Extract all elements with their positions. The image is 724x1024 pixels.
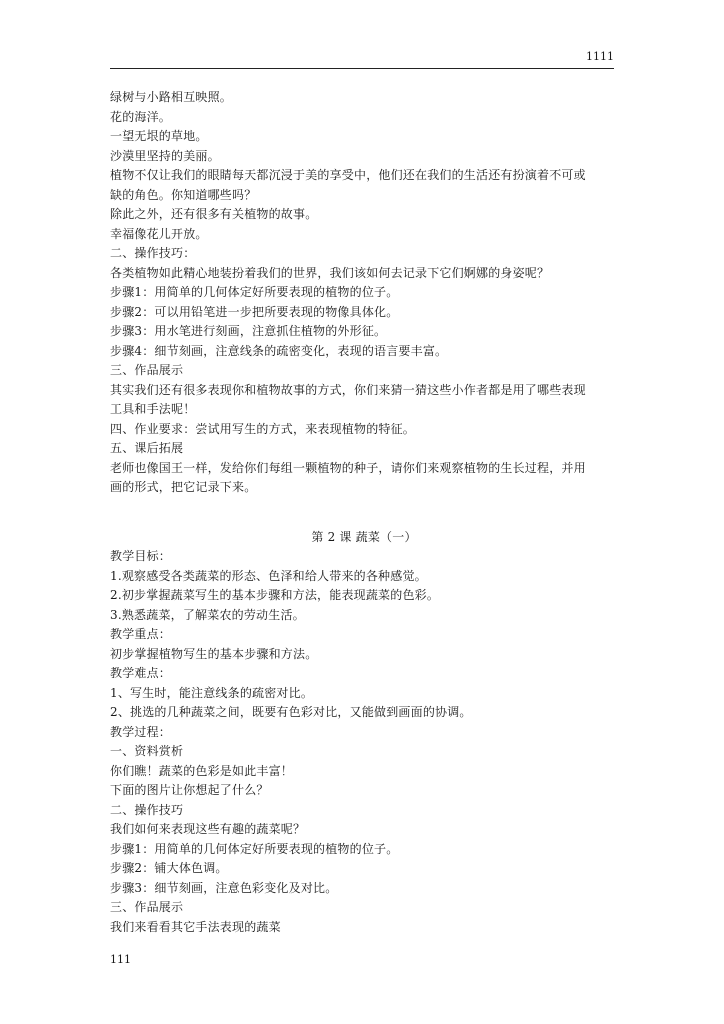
text-line: 我们如何来表现这些有趣的蔬菜呢？	[110, 822, 306, 836]
text-line: 画的形式，把它记录下来。	[110, 480, 257, 494]
text-line: 四、作业要求：尝试用写生的方式，来表现植物的特征。	[110, 421, 416, 436]
text-line: 幸福像花儿开放。	[110, 226, 208, 241]
section-plants	[110, 88, 618, 498]
footer-page-number: 111	[110, 953, 131, 966]
text-line: 3.熟悉蔬菜，了解菜农的劳动生活。	[110, 607, 305, 622]
text-line: 老师也像国王一样，发给你们每组一颗植物的种子，请你们来观察植物的生长过程，并用	[110, 460, 586, 475]
text-line: 步骤3：细节刻画，注意色彩变化及对比。	[110, 880, 338, 895]
section-vegetables	[110, 547, 618, 937]
text-line: 步骤3：用水笔进行刻画，注意抓住植物的外形征。	[110, 324, 387, 338]
text-line: 其实我们还有很多表现你和植物故事的方式，你们来猜一猜这些小作者都是用了哪些表现	[110, 382, 586, 397]
text-line: 二、操作技巧：	[110, 246, 196, 260]
text-line: 教学难点：	[110, 666, 172, 680]
text-line: 步骤2：铺大体色调。	[110, 861, 228, 875]
text-line: 三、作品展示	[110, 900, 184, 914]
text-line: 下面的图片让你想起了什么？	[110, 783, 269, 797]
text-line: 教学目标：	[110, 549, 172, 563]
text-line: 教学重点：	[110, 627, 172, 641]
text-line: 1、写生时，能注意线条的疏密对比。	[110, 685, 314, 700]
text-line: 2.初步掌握蔬菜写生的基本步骤和方法，能表现蔬菜的色彩。	[110, 588, 440, 602]
text-line: 教学过程：	[110, 724, 172, 739]
text-line: 1.观察感受各类蔬菜的形态、色泽和给人带来的各种感觉。	[110, 568, 427, 583]
text-line: 我们来看看其它手法表现的蔬菜	[110, 919, 281, 934]
text-line: 花的海洋。	[110, 109, 172, 124]
header-rule	[110, 68, 614, 69]
text-line: 你们瞧！蔬菜的色彩是如此丰富！	[110, 763, 294, 778]
text-line: 2、挑选的几种蔬菜之间，既要有色彩对比，又能做到画面的协调。	[110, 705, 472, 719]
text-line: 绿树与小路相互映照。	[110, 90, 233, 104]
text-line: 步骤1：用简单的几何体定好所要表现的植物的位子。	[110, 841, 399, 856]
text-line: 步骤4：细节刻画，注意线条的疏密变化，表现的语言要丰富。	[110, 343, 448, 358]
text-line: 一、资料赏析	[110, 744, 184, 758]
text-line: 缺的角色。你知道哪些吗？	[110, 187, 257, 202]
text-line: 除此之外，还有很多有关植物的故事。	[110, 207, 318, 221]
text-line: 步骤1：用简单的几何体定好所要表现的植物的位子。	[110, 285, 399, 299]
text-line: 初步掌握植物写生的基本步骤和方法。	[110, 646, 318, 661]
text-line: 各类植物如此精心地装扮着我们的世界，我们该如何去记录下它们婀娜的身姿呢？	[110, 265, 550, 280]
lesson-title: 第 2 课 蔬菜（一）	[311, 529, 417, 544]
text-line: 工具和手法呢！	[110, 402, 196, 416]
text-line: 二、操作技巧	[110, 802, 184, 817]
text-line: 植物不仅让我们的眼睛每天都沉浸于美的享受中，他们还在我们的生活还有扮演着不可或	[110, 168, 586, 182]
text-line: 步骤2：可以用铅笔进一步把所要表现的物像具体化。	[110, 304, 399, 319]
document-body	[110, 88, 618, 937]
text-line: 沙漠里坚持的美丽。	[110, 148, 220, 163]
text-line: 五、课后拓展	[110, 441, 184, 455]
text-line: 一望无垠的草地。	[110, 129, 208, 143]
text-line: 三、作品展示	[110, 363, 184, 377]
header-page-number: 1111	[586, 50, 614, 63]
